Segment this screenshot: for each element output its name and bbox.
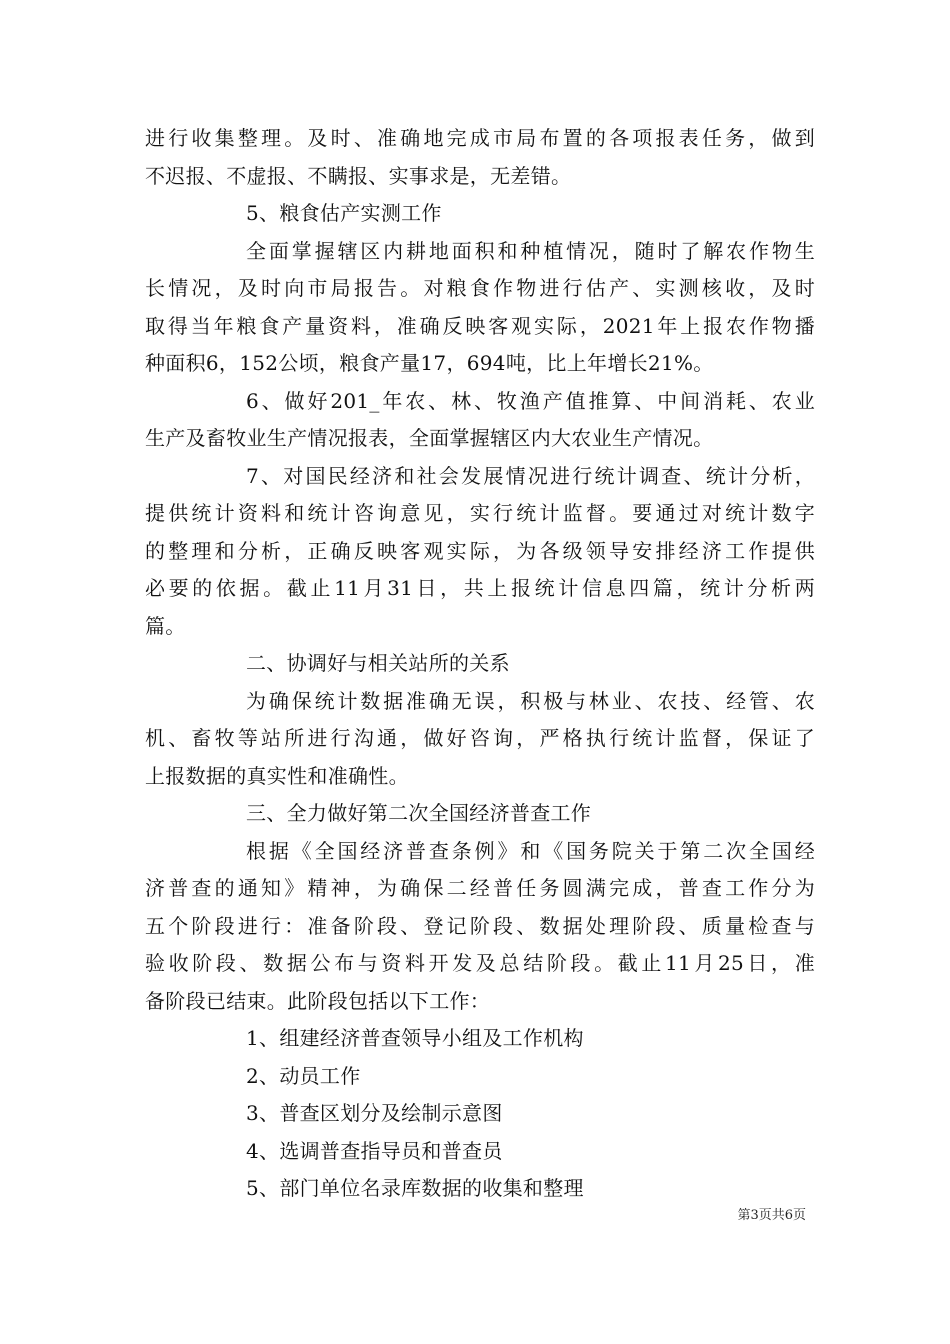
- text-line: 全面掌握辖区内耕地面积和种植情况，随时了解农作物生: [246, 238, 815, 263]
- text-line: 7、对国民经济和社会发展情况进行统计调查、统计分析，: [246, 463, 815, 488]
- text-line: 种面积6，152公顷，粮食产量17，694吨，比上年增长21%。: [145, 351, 714, 375]
- text-line: 上报数据的真实性和准确性。: [145, 763, 409, 788]
- text-line: 1、组建经济普查领导小组及工作机构: [246, 1026, 584, 1050]
- text-line: 必要的依据。截止11月31日，共上报统计信息四篇，统计分析两: [145, 576, 815, 600]
- section-heading: [145, 645, 815, 683]
- text-line: 5、部门单位名录库数据的收集和整理: [246, 1176, 584, 1200]
- text-line: 备阶段已结束。此阶段包括以下工作：: [145, 988, 491, 1013]
- list-item: [145, 1020, 815, 1058]
- paragraph: [145, 233, 815, 383]
- list-item: [145, 1133, 815, 1171]
- list-item: [145, 1058, 815, 1096]
- text-line: 5、粮食估产实测工作: [246, 201, 442, 225]
- list-item: [145, 1095, 815, 1133]
- text-line: 2、动员工作: [246, 1063, 361, 1088]
- page-number: 第3页共6页: [737, 1208, 806, 1223]
- text-line: 长情况，及时向市局报告。对粮食作物进行估产、实测核收，及时: [145, 276, 815, 300]
- text-line: 提供统计资料和统计咨询意见，实行统计监督。要通过对统计数字: [145, 501, 815, 525]
- list-item: [145, 1170, 815, 1208]
- text-line: 生产及畜牧业生产情况报表，全面掌握辖区内大农业生产情况。: [145, 426, 714, 450]
- text-line: 篇。: [145, 613, 186, 638]
- text-line: 五个阶段进行：准备阶段、登记阶段、数据处理阶段、质量检查与: [145, 913, 815, 938]
- paragraph: [145, 833, 815, 1021]
- text-line: 6、做好201_年农、林、牧渔产值推算、中间消耗、农业: [246, 388, 815, 413]
- text-line: 二、协调好与相关站所的关系: [246, 651, 510, 675]
- text-line: 济普查的通知》精神，为确保二经普任务圆满完成，普查工作分为: [145, 876, 815, 900]
- paragraph: [145, 120, 815, 195]
- text-line: 取得当年粮食产量资料，准确反映客观实际，2021年上报农作物播: [145, 313, 815, 338]
- text-line: 三、全力做好第二次全国经济普查工作: [246, 801, 592, 825]
- section-heading: [145, 795, 815, 833]
- section-heading: [145, 195, 815, 233]
- text-line: 验收阶段、数据公布与资料开发及总结阶段。截止11月25日，准: [145, 951, 815, 975]
- paragraph: [145, 683, 815, 796]
- text-line: 不迟报、不虚报、不瞒报、实事求是，无差错。: [145, 163, 572, 188]
- paragraph: [145, 458, 815, 646]
- paragraph: [145, 383, 815, 458]
- text-line: 进行收集整理。及时、准确地完成市局布置的各项报表任务，做到: [145, 126, 815, 150]
- text-line: 根据《全国经济普查条例》和《国务院关于第二次全国经: [246, 838, 815, 863]
- text-line: 3、普查区划分及绘制示意图: [246, 1101, 503, 1125]
- text-line: 的整理和分析，正确反映客观实际，为各级领导安排经济工作提供: [145, 538, 815, 563]
- document-body: [145, 120, 815, 1208]
- text-line: 为确保统计数据准确无误，积极与林业、农技、经管、农: [246, 688, 815, 713]
- text-line: 机、畜牧等站所进行沟通，做好咨询，严格执行统计监督，保证了: [145, 726, 815, 750]
- text-line: 4、选调普查指导员和普查员: [246, 1138, 503, 1163]
